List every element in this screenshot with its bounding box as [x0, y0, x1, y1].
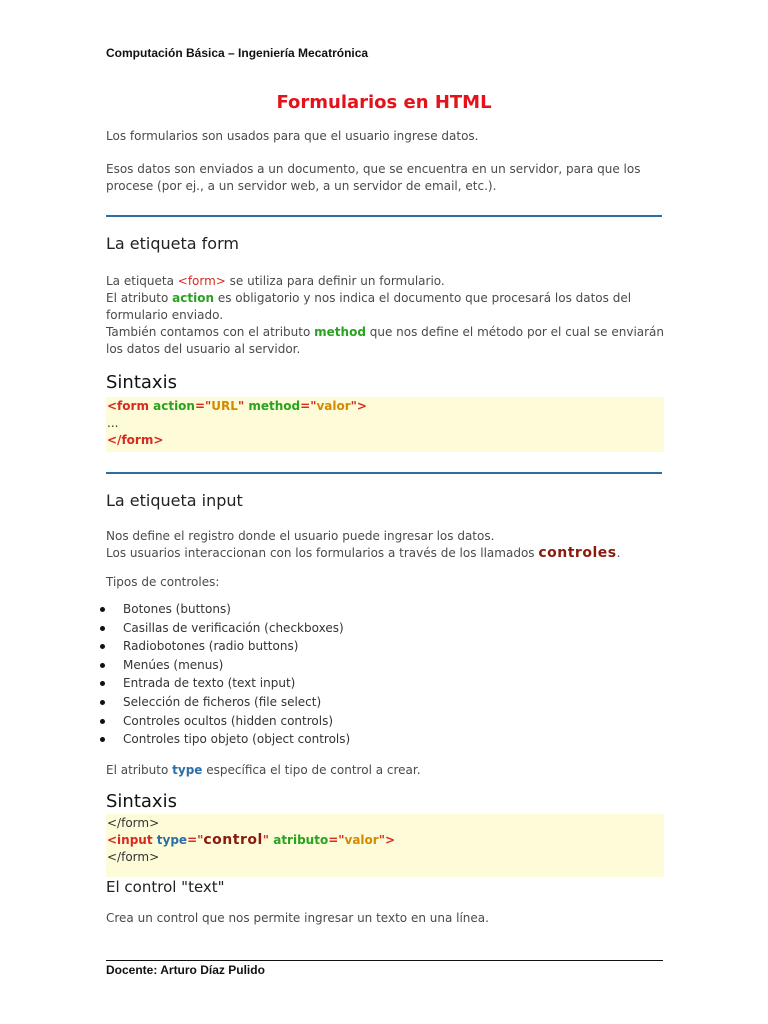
control-type-item — [106, 619, 350, 638]
text-control-heading: El control "text" — [106, 878, 225, 896]
bullet-icon — [100, 607, 105, 612]
code-line: ... — [107, 416, 119, 430]
control-type-item — [106, 712, 350, 731]
control-types-list — [106, 600, 350, 749]
intro-paragraph-1: Los formularios son usados para que el usuario ingrese datos. — [106, 129, 479, 143]
code-token: atributo — [273, 833, 329, 847]
code-token: valor — [316, 399, 351, 413]
bullet-icon — [100, 737, 105, 742]
code-token: =" — [328, 833, 345, 847]
control-type-label: Casillas de verificación (checkboxes) — [123, 620, 344, 635]
bullet-icon — [100, 719, 105, 724]
code-token: control — [203, 832, 263, 848]
form-desc-text: que nos define el método por el cual se enviarán los datos del usuario al servidor. — [106, 325, 665, 356]
input-desc-text: Los usuarios interaccionan con los formularios a través de los llamados — [106, 546, 539, 560]
type-attribute-description — [106, 762, 666, 779]
input-syntax-heading: Sintaxis — [106, 791, 177, 812]
input-syntax-code-block — [106, 814, 664, 877]
control-type-label: Controles ocultos (hidden controls) — [123, 713, 334, 728]
code-token: " — [237, 399, 249, 413]
control-type-item — [106, 730, 350, 749]
code-line: </form> — [107, 433, 164, 447]
code-line — [107, 398, 664, 415]
control-type-item — [106, 600, 350, 619]
control-type-item — [106, 637, 350, 656]
control-type-label: Selección de ficheros (file select) — [123, 694, 322, 709]
footer-divider — [106, 960, 663, 961]
code-token: method — [248, 399, 301, 413]
bullet-icon — [100, 626, 105, 631]
control-type-label: Radiobotones (radio buttons) — [123, 639, 299, 654]
code-token: "> — [378, 833, 396, 847]
page-header: Computación Básica – Ingeniería Mecatrónica — [106, 46, 369, 60]
form-syntax-heading: Sintaxis — [106, 372, 177, 393]
control-type-label: Entrada de texto (text input) — [123, 676, 296, 691]
code-token: =" — [187, 833, 204, 847]
code-token: =" — [300, 399, 317, 413]
control-types-label: Tipos de controles: — [106, 575, 220, 589]
section-divider — [106, 215, 662, 217]
form-desc-text: También contamos con el atributo — [106, 325, 315, 339]
control-type-label: Menúes (menus) — [123, 657, 224, 672]
control-type-label: Botones (buttons) — [123, 602, 231, 616]
control-type-item — [106, 674, 350, 693]
input-desc-text: Nos define el registro donde el usuario puede ingresar los datos. — [106, 529, 495, 543]
page-footer: Docente: Arturo Díaz Pulido — [106, 963, 265, 977]
action-keyword: action — [172, 291, 214, 305]
input-section-heading: La etiqueta input — [106, 491, 243, 510]
form-desc-text: es obligatorio y nos indica el documento que procesará los datos del formulario enviado. — [106, 291, 632, 322]
method-keyword: method — [314, 325, 366, 339]
intro-paragraph-2: Esos datos son enviados a un documento, que se encuentra en un servidor, para que los procese (por ej., a un servidor web, a un servidor de email, etc.). — [106, 162, 641, 193]
code-token: <form — [107, 399, 154, 413]
code-line: </form> — [107, 850, 160, 864]
type-desc-text: El atributo — [106, 763, 173, 777]
form-description — [106, 273, 666, 358]
bullet-icon — [100, 700, 105, 705]
code-line — [107, 832, 664, 849]
code-token: =" — [194, 399, 212, 413]
code-token: valor — [344, 833, 379, 847]
section-divider — [106, 472, 662, 474]
control-type-item — [106, 656, 350, 675]
type-desc-text: específica el tipo de control a crear. — [202, 763, 421, 777]
bullet-icon — [100, 644, 105, 649]
code-token: action — [153, 399, 195, 413]
input-description — [106, 528, 666, 562]
controles-keyword: controles — [538, 545, 617, 561]
code-line: </form> — [107, 816, 160, 830]
form-desc-text: La etiqueta — [106, 274, 178, 288]
code-token: <input — [107, 833, 157, 847]
form-section-heading: La etiqueta form — [106, 234, 239, 253]
code-token: "> — [350, 399, 367, 413]
bullet-icon — [100, 681, 105, 686]
control-type-item — [106, 693, 350, 712]
type-keyword: type — [172, 763, 203, 777]
form-desc-text: se utiliza para definir un formulario. — [225, 274, 445, 288]
page-title: Formularios en HTML — [276, 92, 492, 113]
code-token: URL — [211, 399, 238, 413]
control-type-label: Controles tipo objeto (object controls) — [123, 732, 351, 747]
bullet-icon — [100, 663, 105, 668]
form-syntax-code-block — [106, 397, 664, 452]
input-desc-text: . — [616, 546, 621, 560]
form-desc-text: El atributo — [106, 291, 173, 305]
code-token: type — [156, 833, 188, 847]
code-token: " — [262, 833, 274, 847]
text-control-description: Crea un control que nos permite ingresar un texto en una línea. — [106, 911, 489, 925]
form-tag-keyword: <form> — [177, 274, 226, 288]
